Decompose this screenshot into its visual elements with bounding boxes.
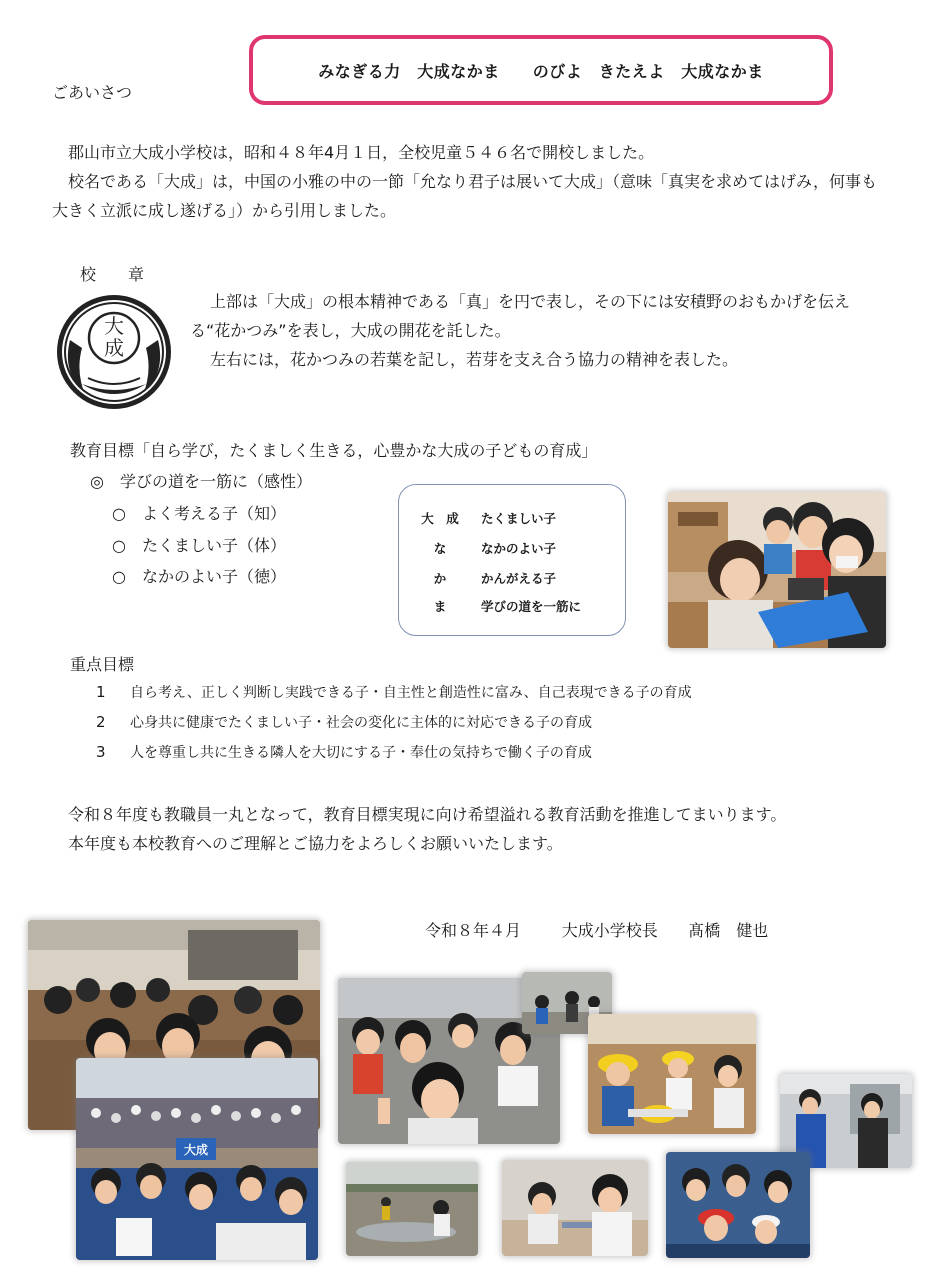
- photo-tablet-learning: [668, 492, 886, 648]
- signature-date: 令和８年４月: [425, 921, 522, 940]
- acrostic-value: かんがえる子: [481, 571, 557, 586]
- focus-goal-number: 2: [96, 713, 106, 731]
- emblem-title: 校 章: [80, 265, 153, 284]
- emblem-glyph-bottom: 成: [104, 336, 124, 360]
- emblem-glyph-top: 大: [104, 314, 124, 338]
- greeting-heading: ごあいさつ: [52, 83, 133, 102]
- goal-sub-item: ○ よく考える子（知）: [112, 504, 286, 523]
- focus-goal-item: [96, 712, 592, 732]
- acrostic-key: ま: [433, 599, 447, 614]
- emblem-description: [190, 287, 870, 374]
- slogan-box: [249, 35, 833, 105]
- acrostic-box: [398, 484, 626, 636]
- acrostic-key: な: [433, 541, 447, 556]
- acrostic-key: か: [433, 571, 447, 586]
- focus-goal-number: 3: [96, 743, 106, 761]
- photo-sports-day: [76, 1058, 318, 1260]
- focus-goal-item: [96, 742, 592, 762]
- acrostic-value: たくましい子: [481, 511, 557, 526]
- focus-goals-title: 重点目標: [70, 655, 135, 674]
- photo-yellow-caps: [588, 1014, 756, 1134]
- photo-friends-blue: [666, 1152, 810, 1258]
- goal-sub-item: ○ なかのよい子（徳）: [112, 567, 286, 586]
- acrostic-value: 学びの道を一筋に: [481, 599, 582, 614]
- closing-paragraph: [52, 800, 882, 858]
- focus-goal-text: 人を尊重し共に生きる隣人を大切にする子・奉仕の気持ちで働く子の育成: [130, 745, 592, 761]
- goal-sub-item: ○ たくましい子（体）: [112, 536, 286, 555]
- closing-line-1: 令和８年度も教職員一丸となって，教育目標実現に向け希望溢れる教育活動を推進してまいります。: [68, 805, 787, 824]
- school-emblem-icon: [54, 292, 174, 412]
- photo-schoolyard-puddle: [346, 1162, 478, 1256]
- emblem-desc-2: 左右には，花かつみの若葉を記し，若芽を支え合う協力の精神を表した。: [210, 350, 739, 369]
- focus-goal-text: 自ら考え、正しく判断し実践できる子・自主性と創造性に富み、自己表現できる子の育成: [130, 685, 692, 701]
- acrostic-value: なかのよい子: [481, 541, 557, 556]
- closing-line-2: 本年度も本校教育へのご理解とご協力をよろしくお願いいたします。: [68, 834, 563, 853]
- banner-caption: 大成: [183, 1143, 209, 1157]
- slogan-text: みなぎる力 大成なかま のびよ きたえよ 大成なかま: [318, 61, 764, 81]
- emblem-desc-1: 上部は「大成」の根本精神である「真」を円で表し，その下には安積野のおもかげを伝える“花かつみ”を表し，大成の開花を託した。: [190, 292, 851, 340]
- intro-line-2: 校名である「大成」は，中国の小雅の中の一節「允なり君子は展いて大成」（意味「真実を求めてはげみ，何事も大きく立派に成し遂げる」）から引用しました。: [52, 172, 877, 220]
- focus-goal-number: 1: [96, 683, 106, 701]
- signature-line: [425, 918, 768, 941]
- acrostic-key: 大 成: [421, 511, 459, 526]
- intro-line-1: 郡山市立大成小学校は，昭和４８年4月１日，全校児童５４６名で開校しました。: [68, 143, 655, 162]
- education-goal-title: 教育目標「自ら学び，たくましく生きる，心豊かな大成の子どもの育成」: [70, 441, 598, 460]
- focus-goal-item: [96, 682, 692, 702]
- signature-title: 大成小学校長: [561, 921, 658, 940]
- intro-paragraph: [52, 138, 882, 225]
- focus-goal-text: 心身共に健康でたくましい子・社会の変化に主体的に対応できる子の育成: [130, 715, 592, 731]
- photo-science-activity: [502, 1160, 648, 1256]
- education-goal-main: ◎ 学びの道を一筋に（感性）: [90, 472, 312, 491]
- signature-name: 髙橋 健也: [688, 921, 769, 940]
